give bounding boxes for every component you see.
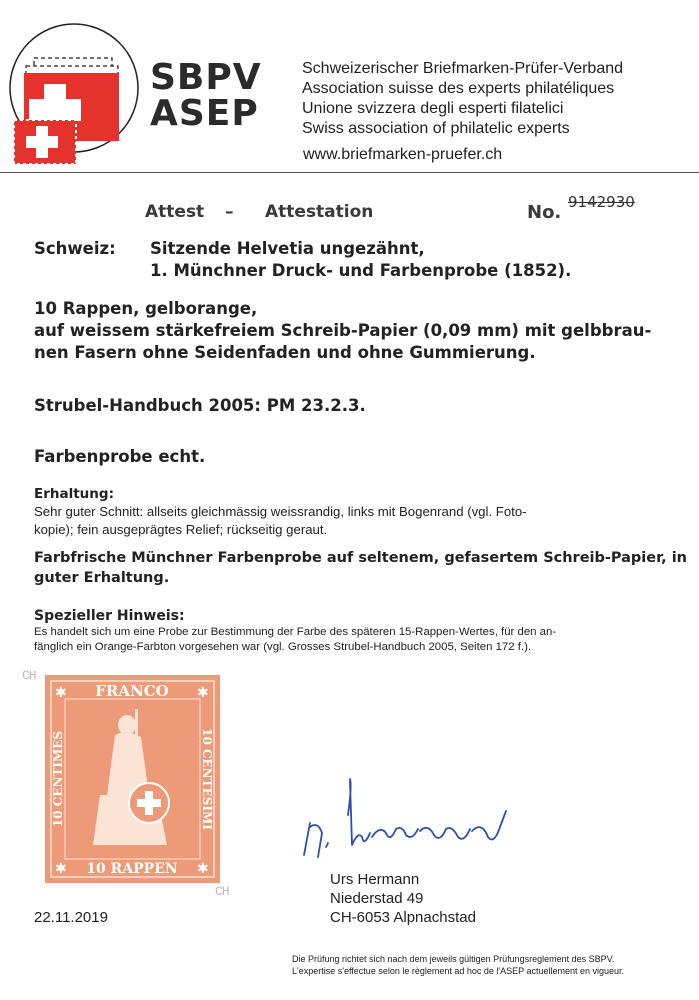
stamp-right-text: 10 CENTESIMI (200, 728, 214, 830)
footer-line-fr: L'expertise s'effectue selon le règlement ad hoc de l'ASEP actuellement en vigueur. (292, 966, 625, 976)
issue-line-1: Sitzende Helvetia ungezähnt, (150, 239, 425, 258)
stamp-left-text: 10 CENTIMES (51, 730, 65, 828)
condition-summary-2: guter Erhaltung. (34, 570, 170, 586)
expert-signature (300, 775, 530, 870)
association-name-it: Unione svizzera degli esperti filatelici (302, 100, 564, 117)
description-line-1: 10 Rappen, gelborange, (34, 299, 258, 318)
stamp-image (45, 675, 220, 883)
issue-date: 22.11.2019 (34, 909, 108, 926)
condition-summary-1: Farbfrische Münchner Farbenprobe auf seltenem, gefasertem Schreib-Papier, in (34, 550, 687, 566)
brand-asep: ASEP (150, 93, 259, 134)
handbook-reference: Strubel-Handbuch 2005: PM 23.2.3. (34, 396, 366, 415)
association-name-en: Swiss association of philatelic experts (302, 120, 570, 137)
title-dash: – (225, 202, 234, 222)
condition-heading: Erhaltung: (34, 486, 114, 502)
condition-line-1: Sehr guter Schnitt: allseits gleichmässig weissrandig, links mit Bogenrand (vgl. Foto- (34, 504, 527, 519)
signer-city: CH-6053 Alpnachstad (330, 909, 476, 926)
note-line-2: fänglich ein Orange-Farbton vorgesehen war (vgl. Grosses Strubel-Handbuch 2005, Seiten 172 f.). (34, 641, 532, 653)
signer-name: Urs Hermann (330, 871, 420, 888)
note-line-1: Es handelt sich um eine Probe zur Bestimmung der Farbe des späteren 15-Rappen-Wertes, für den an- (34, 626, 557, 638)
signer-street: Niederstad 49 (330, 890, 424, 907)
association-name-fr: Association suisse des experts philatéliques (302, 80, 615, 97)
certificate-number: 9142930 (568, 193, 635, 211)
verdict: Farbenprobe echt. (34, 447, 206, 466)
note-heading: Spezieller Hinweis: (34, 608, 185, 624)
svg-text:✱: ✱ (197, 861, 209, 877)
stamp-top-text: FRANCO (95, 682, 169, 700)
title-attestation: Attestation (265, 202, 374, 222)
association-name-de: Schweizerischer Briefmarken-Prüfer-Verband (302, 60, 624, 77)
title-attest: Attest (145, 202, 205, 222)
svg-text:✱: ✱ (55, 861, 67, 877)
sbpv-logo (4, 18, 144, 168)
guarantee-mark-bottom: CH (215, 884, 229, 899)
svg-text:✱: ✱ (197, 685, 209, 701)
stamp-bottom-text: 10 RAPPEN (86, 861, 178, 877)
number-label: No. (527, 202, 562, 223)
brand-sbpv: SBPV (150, 57, 262, 98)
svg-text:✱: ✱ (55, 685, 67, 701)
guarantee-mark-top: CH (22, 668, 36, 683)
issue-line-2: 1. Münchner Druck- und Farbenprobe (1852). (150, 261, 572, 280)
footer-line-de: Die Prüfung richtet sich nach dem jeweils gültigen Prüfungsreglement des SBPV. (292, 954, 615, 964)
country-label: Schweiz: (34, 239, 116, 258)
header-divider (0, 172, 699, 173)
condition-line-2: kopie); fein ausgeprägtes Relief; rückseitig geraut. (34, 522, 328, 537)
website-link[interactable]: www.briefmarken-pruefer.ch (303, 146, 503, 163)
description-line-3: nen Fasern ohne Seidenfaden und ohne Gummierung. (34, 343, 536, 362)
description-line-2: auf weissem stärkefreiem Schreib-Papier (0,09 mm) mit gelbbrau- (34, 321, 652, 340)
